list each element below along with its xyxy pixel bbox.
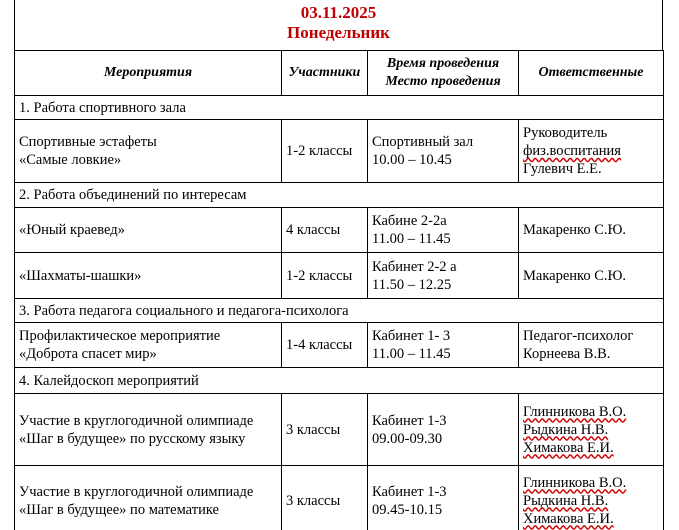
table-row — [15, 253, 664, 299]
table-row — [15, 323, 664, 368]
event-cell: «Юный краевед» — [15, 208, 282, 253]
col-header-responsible: Ответственные — [519, 51, 664, 96]
col-header-time-place — [368, 51, 519, 96]
participants-cell: 1-2 классы — [282, 253, 368, 299]
responsible-cell: Глинникова В.О. Рыдкина Н.В. Химакова Е.И. — [519, 466, 664, 530]
responsible-cell: Глинникова В.О. Рыдкина Н.В. Химакова Е.И. — [519, 394, 664, 466]
participants-cell: 3 классы — [282, 466, 368, 530]
table-row — [15, 120, 664, 183]
col-header-events: Мероприятия — [15, 51, 282, 96]
schedule-date: 03.11.2025 — [300, 3, 377, 22]
place-cell: Кабинет 1-3 09.45-10.15 — [368, 466, 519, 530]
table-row — [15, 208, 664, 253]
table-row — [15, 394, 664, 466]
place-cell: Кабине 2-2а 11.00 – 11.45 — [368, 208, 519, 253]
section-title: 3. Работа педагога социального и педагога-психолога — [15, 299, 664, 323]
schedule-weekday: Понедельник — [287, 23, 390, 42]
column-header-row — [15, 51, 664, 96]
section-row — [15, 96, 664, 120]
section-row — [15, 368, 664, 394]
col-header-participants: Участники — [282, 51, 368, 96]
responsible-cell: Руководитель физ.воспитания Гулевич Е.Е. — [519, 120, 664, 183]
responsible-cell: Макаренко С.Ю. — [519, 208, 664, 253]
participants-cell: 4 классы — [282, 208, 368, 253]
event-cell: Профилактическое мероприятие «Доброта спасет мир» — [15, 323, 282, 368]
section-title: 2. Работа объединений по интересам — [15, 183, 664, 208]
responsible-cell: Макаренко С.Ю. — [519, 253, 664, 299]
responsible-cell: Педагог-психолог Корнеева В.В. — [519, 323, 664, 368]
table-row — [15, 466, 664, 530]
section-title: 4. Калейдоскоп мероприятий — [15, 368, 664, 394]
section-row — [15, 299, 664, 323]
event-cell: «Шахматы-шашки» — [15, 253, 282, 299]
section-title: 1. Работа спортивного зала — [15, 96, 664, 120]
event-cell: Участие в круглогодичной олимпиаде «Шаг в будущее» по русскому языку — [15, 394, 282, 466]
place-cell: Кабинет 1- 3 11.00 – 11.45 — [368, 323, 519, 368]
place-cell: Кабинет 1-3 09.00-09.30 — [368, 394, 519, 466]
title-block — [14, 0, 663, 50]
schedule-table — [14, 50, 664, 530]
participants-cell: 3 классы — [282, 394, 368, 466]
participants-cell: 1-4 классы — [282, 323, 368, 368]
place-cell: Спортивный зал 10.00 – 10.45 — [368, 120, 519, 183]
col-header-time: Время проведения — [386, 56, 500, 71]
event-cell: Спортивные эстафеты «Самые ловкие» — [15, 120, 282, 183]
event-cell: Участие в круглогодичной олимпиаде «Шаг в будущее» по математике — [15, 466, 282, 530]
section-row — [15, 183, 664, 208]
place-cell: Кабинет 2-2 а 11.50 – 12.25 — [368, 253, 519, 299]
col-header-place: Место проведения — [385, 74, 501, 89]
participants-cell: 1-2 классы — [282, 120, 368, 183]
